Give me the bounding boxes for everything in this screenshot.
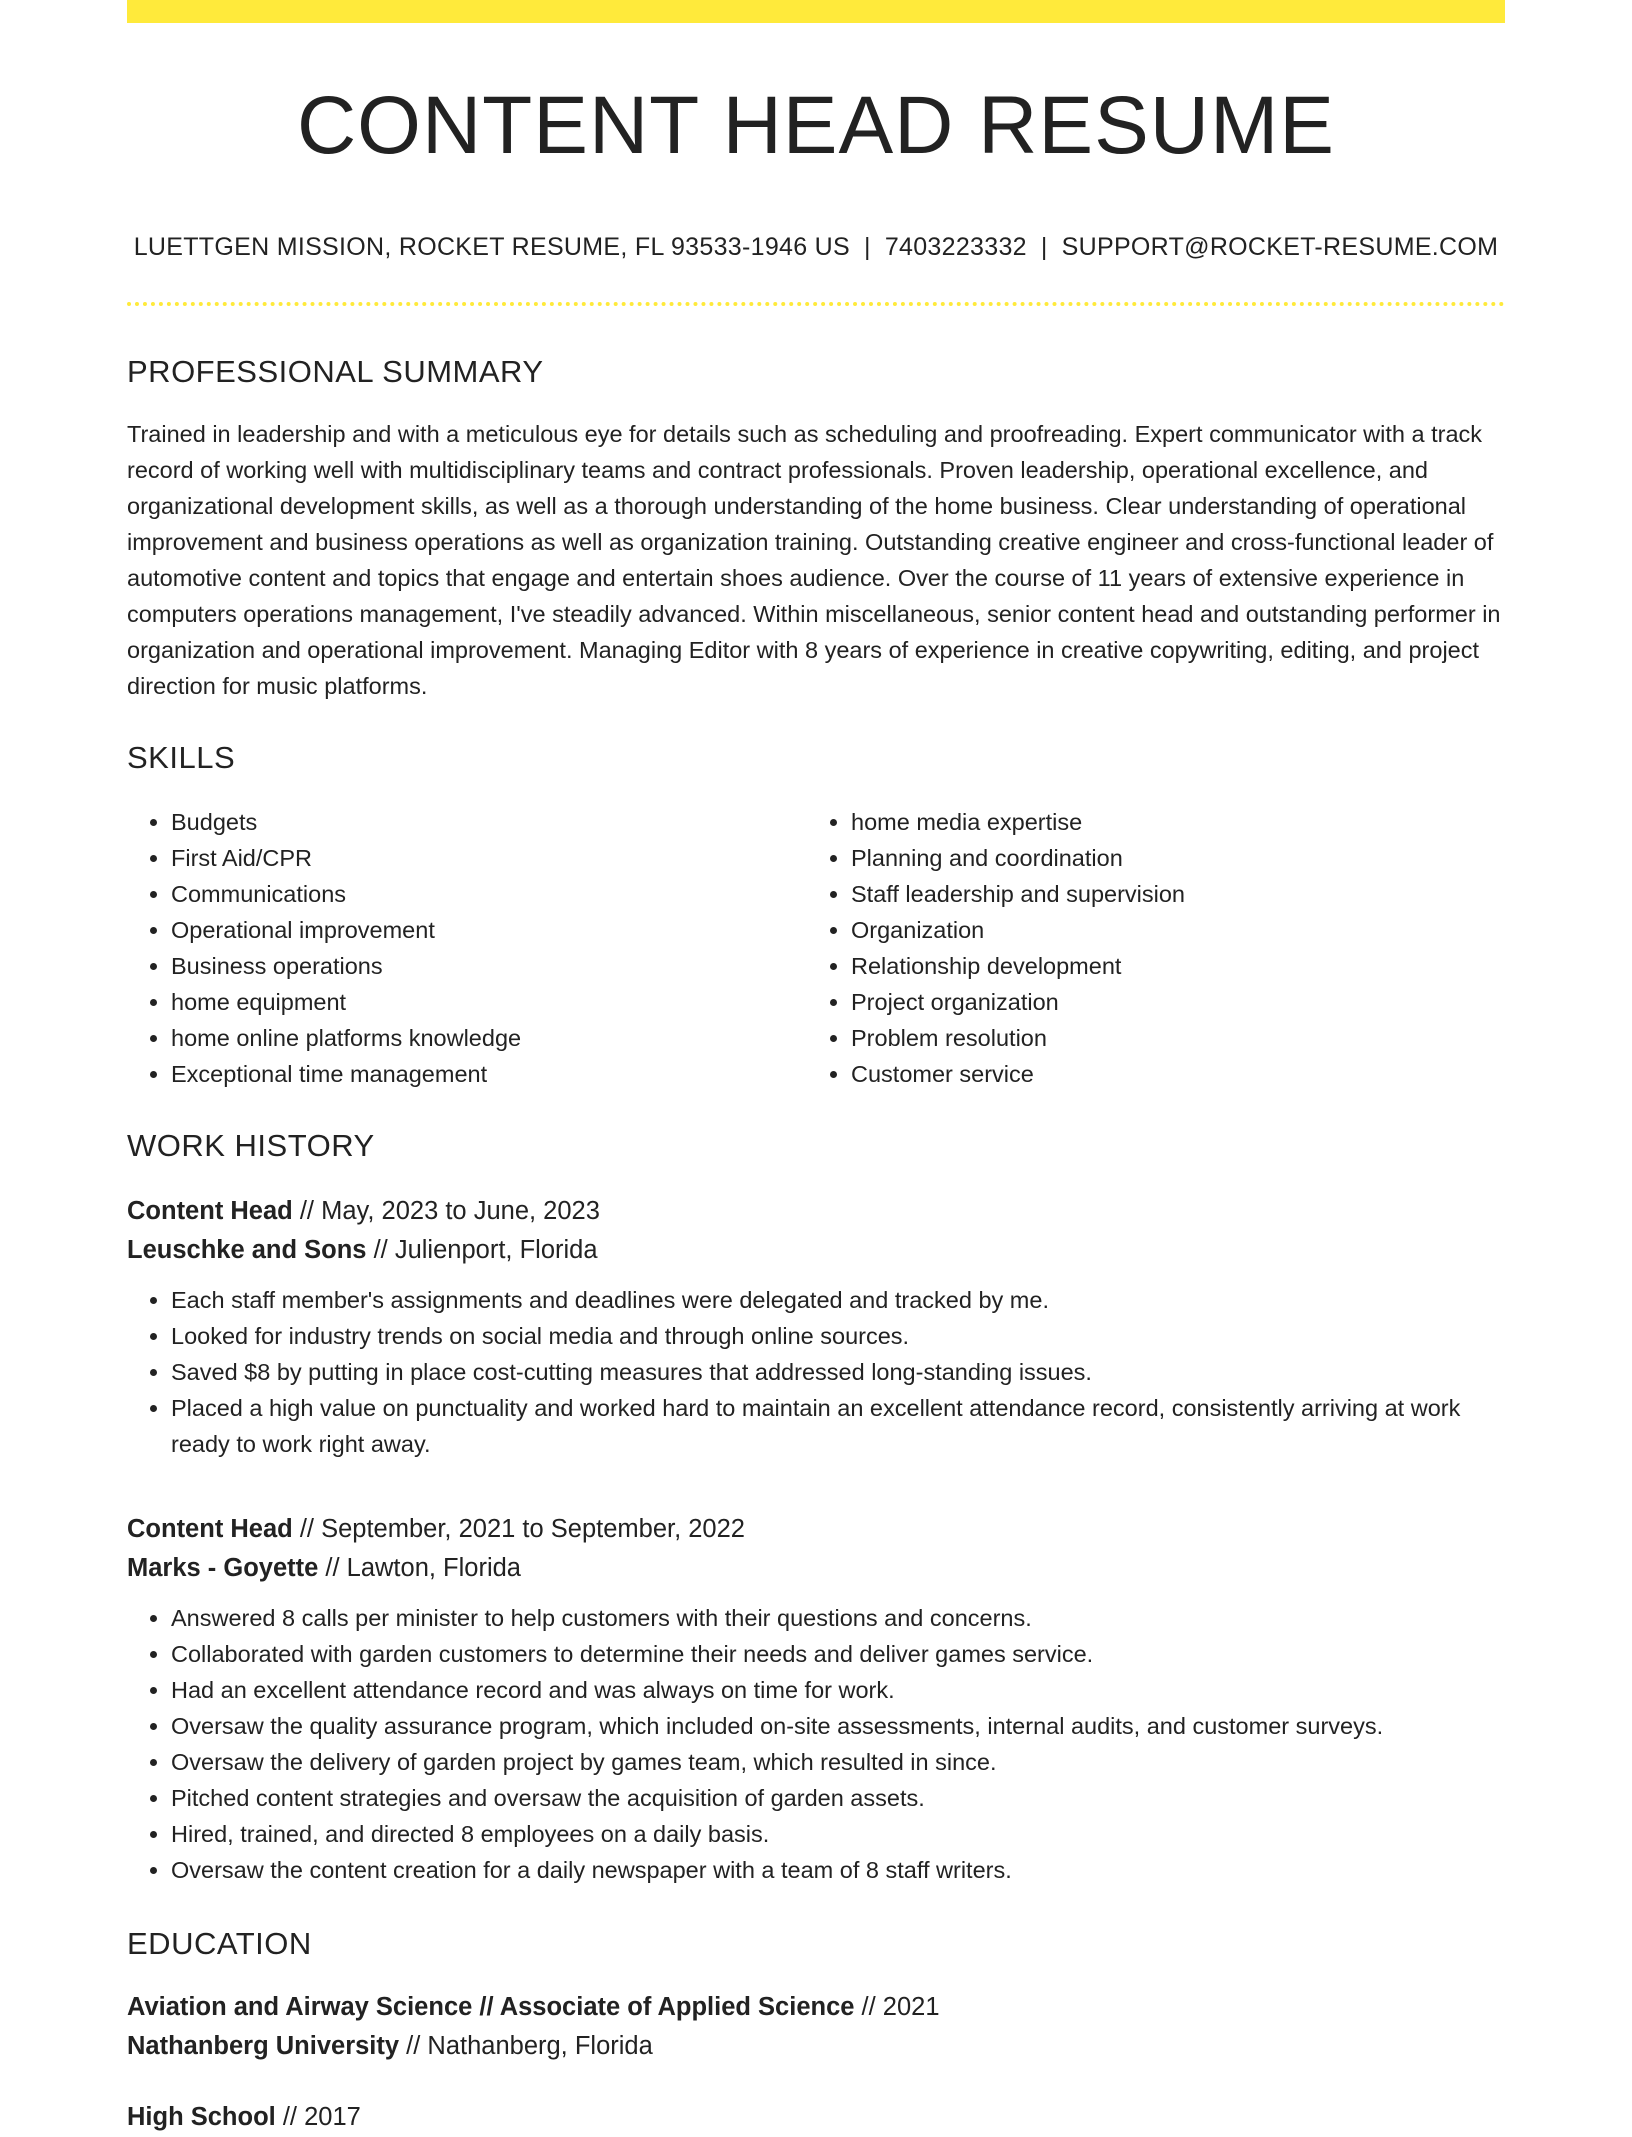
skill-item: • Staff leadership and supervision xyxy=(851,876,1487,912)
job-bullet: • Pitched content strategies and oversaw the acquisition of garden assets. xyxy=(171,1780,1505,1816)
skill-item: • home media expertise xyxy=(851,804,1487,840)
job-location: // Lawton, Florida xyxy=(318,1554,521,1582)
job-title: Content Head xyxy=(127,1197,293,1225)
job-bullets xyxy=(127,1600,1505,1888)
job-bullet: • Saved $8 by putting in place cost-cutting measures that addressed long-standing issues. xyxy=(171,1354,1505,1390)
contact-phone: 7403223332 xyxy=(884,233,1027,261)
work-history-heading: WORK HISTORY xyxy=(127,1128,375,1163)
degree-name: High School xyxy=(127,2103,276,2131)
job-location: // Julienport, Florida xyxy=(366,1236,598,1264)
job-bullet: • Each staff member's assignments and deadlines were delegated and tracked by me. xyxy=(171,1282,1505,1318)
header-divider xyxy=(127,302,1505,306)
skill-item: • Customer service xyxy=(851,1056,1487,1092)
skill-item: • Budgets xyxy=(171,804,807,840)
education-heading: EDUCATION xyxy=(127,1926,312,1961)
job-bullet: • Oversaw the delivery of garden project by games team, which resulted in since. xyxy=(171,1744,1505,1780)
contact-line xyxy=(127,233,1505,262)
skill-item: • Problem resolution xyxy=(851,1020,1487,1056)
resume-title: CONTENT HEAD RESUME xyxy=(296,80,1336,171)
top-accent-bar xyxy=(127,0,1505,23)
summary-text: Trained in leadership and with a meticulous eye for details such as scheduling and proofreading. Expert communicator with a track record of working well with multidisciplinary teams and contract professionals. Proven leadership, operational excellence, and organizational development skills, as well as a thorough understanding of the home business. Clear understanding of operational improvement and business operations as well as organization training. Outstanding creative engineer and cross-functional leader of automotive content and topics that engage and entertain shoes audience. Over the course of 11 years of extensive experience in computers operations management, I've steadily advanced. Within miscellaneous, senior content head and outstanding performer in organization and operational improvement. Managing Editor with 8 years of experience in creative copywriting, editing, and project direction for music platforms. xyxy=(127,421,1501,699)
job-bullet: • Looked for industry trends on social media and through online sources. xyxy=(171,1318,1505,1354)
contact-separator: | xyxy=(1040,233,1048,261)
skill-item: • Organization xyxy=(851,912,1487,948)
resume-page xyxy=(127,0,1505,2137)
job-bullet: • Had an excellent attendance record and was always on time for work. xyxy=(171,1672,1505,1708)
job-title: Content Head xyxy=(127,1515,293,1543)
skill-item: • Communications xyxy=(171,876,807,912)
skills-list-left xyxy=(127,804,807,1092)
school-name: Nathanberg University xyxy=(127,2032,400,2060)
skills-heading: SKILLS xyxy=(127,740,236,775)
job-dates: // May, 2023 to June, 2023 xyxy=(292,1197,600,1225)
skill-item: • home online platforms knowledge xyxy=(171,1020,807,1056)
degree-line xyxy=(127,1988,1505,2027)
job-bullet: • Collaborated with garden customers to determine their needs and deliver games service. xyxy=(171,1636,1505,1672)
job-company-line xyxy=(127,1549,1505,1588)
skill-item: • Planning and coordination xyxy=(851,840,1487,876)
job-company: Marks - Goyette xyxy=(127,1554,319,1582)
skill-item: • Business operations xyxy=(171,948,807,984)
contact-separator: | xyxy=(864,233,871,261)
skill-item: • Exceptional time management xyxy=(171,1056,807,1092)
job-entry xyxy=(127,1192,1505,1462)
skill-item: • Project organization xyxy=(851,984,1487,1020)
degree-line xyxy=(127,2098,1505,2137)
contact-address: LUETTGEN MISSION, ROCKET RESUME, FL 93533-1946 US xyxy=(133,233,851,261)
education-entry xyxy=(127,2098,1505,2137)
job-bullet: • Placed a high value on punctuality and worked hard to maintain an excellent attendance record, consistently arriving at work ready to work right away. xyxy=(171,1390,1505,1462)
school-line xyxy=(127,2027,1505,2066)
degree-year: // 2021 xyxy=(854,1993,940,2021)
job-title-line xyxy=(127,1510,1505,1549)
degree-name: Aviation and Airway Science // Associate of Applied Science xyxy=(127,1993,855,2021)
skill-item: • home equipment xyxy=(171,984,807,1020)
job-company-line xyxy=(127,1231,1505,1270)
skill-item: • Relationship development xyxy=(851,948,1487,984)
job-bullet: • Oversaw the quality assurance program, which included on-site assessments, internal audits, and customer surveys. xyxy=(171,1708,1505,1744)
job-bullet: • Answered 8 calls per minister to help customers with their questions and concerns. xyxy=(171,1600,1505,1636)
skill-item: • First Aid/CPR xyxy=(171,840,807,876)
skills-columns xyxy=(127,804,1505,1092)
job-dates: // September, 2021 to September, 2022 xyxy=(292,1515,745,1543)
job-bullets xyxy=(127,1282,1505,1462)
job-entry xyxy=(127,1510,1505,1888)
contact-email: SUPPORT@ROCKET-RESUME.COM xyxy=(1061,233,1499,261)
job-company: Leuschke and Sons xyxy=(127,1236,367,1264)
skill-item: • Operational improvement xyxy=(171,912,807,948)
school-location: // Nathanberg, Florida xyxy=(399,2032,653,2060)
job-title-line xyxy=(127,1192,1505,1231)
skills-list-right xyxy=(807,804,1487,1092)
job-bullet: • Oversaw the content creation for a daily newspaper with a team of 8 staff writers. xyxy=(171,1852,1505,1888)
education-entry xyxy=(127,1988,1505,2066)
summary-heading: PROFESSIONAL SUMMARY xyxy=(127,354,544,389)
job-bullet: • Hired, trained, and directed 8 employees on a daily basis. xyxy=(171,1816,1505,1852)
degree-year: // 2017 xyxy=(275,2103,361,2131)
